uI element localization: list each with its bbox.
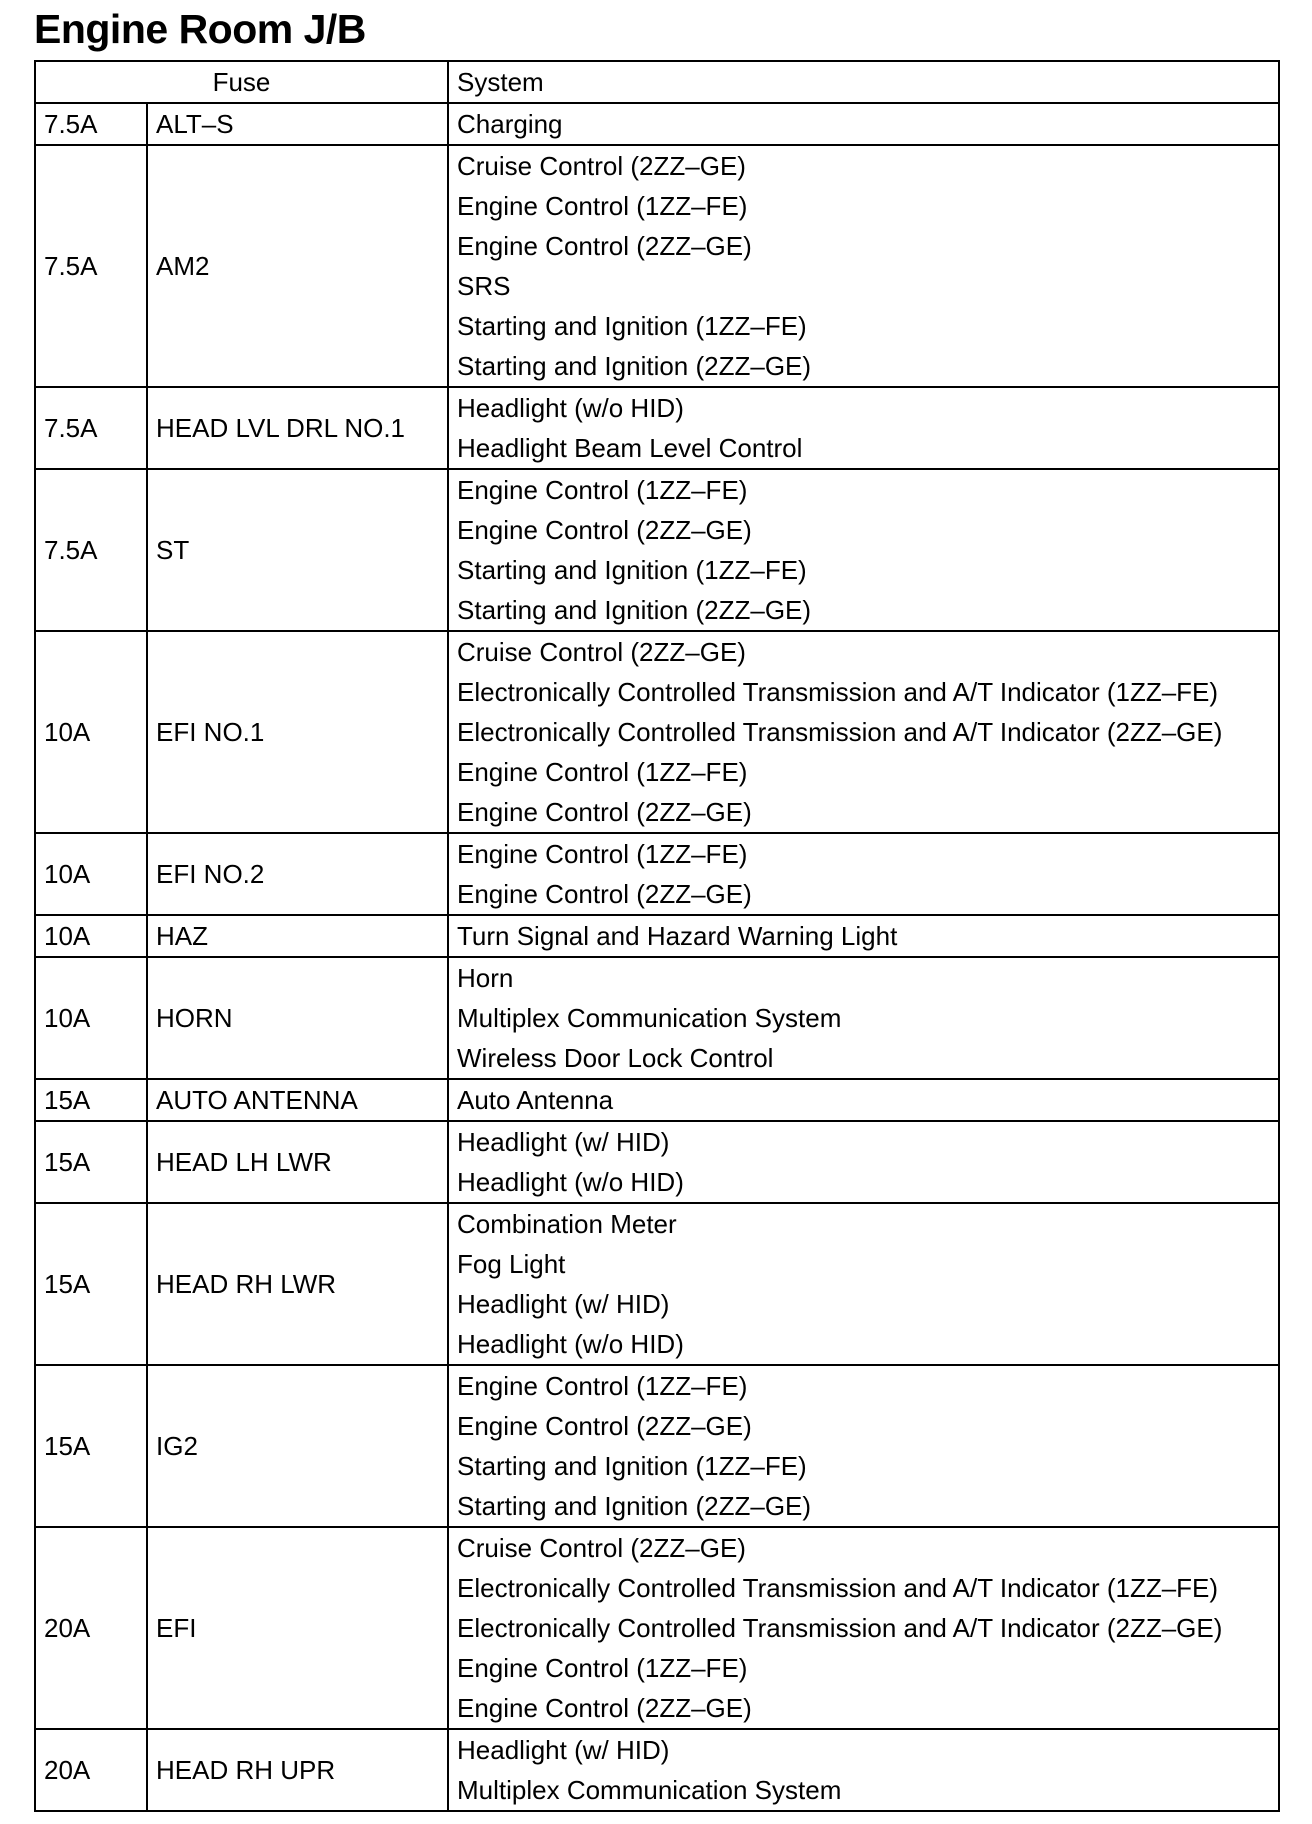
system-item: Headlight (w/o HID) xyxy=(457,1329,684,1359)
fuse-amperage: 7.5A xyxy=(35,469,147,631)
fuse-amperage: 20A xyxy=(35,1729,147,1811)
system-item: Headlight (w/ HID) xyxy=(457,1735,670,1765)
system-item: Electronically Controlled Transmission and A/T Indicator (1ZZ–FE) xyxy=(457,1573,1219,1603)
table-row xyxy=(35,1121,1279,1203)
system-cell xyxy=(448,1203,1279,1365)
table-row xyxy=(35,631,1279,833)
system-cell xyxy=(448,1121,1279,1203)
system-cell xyxy=(448,631,1279,833)
fuse-table xyxy=(34,60,1280,1812)
fuse-name: EFI NO.1 xyxy=(147,631,448,833)
fuse-amperage: 10A xyxy=(35,957,147,1079)
fuse-name: AUTO ANTENNA xyxy=(147,1079,448,1121)
system-item: Engine Control (1ZZ–FE) xyxy=(457,475,748,505)
table-row xyxy=(35,957,1279,1079)
fuse-name: ALT–S xyxy=(147,103,448,145)
fuse-amperage: 15A xyxy=(35,1203,147,1365)
system-item: Engine Control (1ZZ–FE) xyxy=(457,839,748,869)
system-item: Electronically Controlled Transmission and A/T Indicator (2ZZ–GE) xyxy=(457,1613,1223,1643)
fuse-name: HEAD RH UPR xyxy=(147,1729,448,1811)
system-cell xyxy=(448,103,1279,145)
system-item: Multiplex Communication System xyxy=(457,1775,842,1805)
system-item: Starting and Ignition (2ZZ–GE) xyxy=(457,1491,812,1521)
system-item: Engine Control (2ZZ–GE) xyxy=(457,1411,752,1441)
fuse-name: AM2 xyxy=(147,145,448,387)
fuse-name: HEAD LVL DRL NO.1 xyxy=(147,387,448,469)
table-row xyxy=(35,833,1279,915)
table-row xyxy=(35,1079,1279,1121)
system-item: Cruise Control (2ZZ–GE) xyxy=(457,1533,746,1563)
system-item: Engine Control (1ZZ–FE) xyxy=(457,1371,748,1401)
system-cell xyxy=(448,1365,1279,1527)
fuse-amperage: 7.5A xyxy=(35,145,147,387)
system-item: Starting and Ignition (1ZZ–FE) xyxy=(457,1451,807,1481)
system-item: Engine Control (2ZZ–GE) xyxy=(457,231,752,261)
system-item: Engine Control (1ZZ–FE) xyxy=(457,191,748,221)
system-item: Engine Control (2ZZ–GE) xyxy=(457,797,752,827)
table-row xyxy=(35,469,1279,631)
system-item: Charging xyxy=(457,109,563,139)
system-item: Combination Meter xyxy=(457,1209,677,1239)
system-item: Horn xyxy=(457,963,514,993)
system-item: Engine Control (2ZZ–GE) xyxy=(457,879,752,909)
table-row xyxy=(35,1203,1279,1365)
fuse-amperage: 15A xyxy=(35,1365,147,1527)
table-row xyxy=(35,1729,1279,1811)
system-item: Cruise Control (2ZZ–GE) xyxy=(457,151,746,181)
system-cell xyxy=(448,1079,1279,1121)
fuse-amperage: 10A xyxy=(35,631,147,833)
system-item: Fog Light xyxy=(457,1249,566,1279)
system-cell xyxy=(448,469,1279,631)
system-item: Auto Antenna xyxy=(457,1085,614,1115)
table-row xyxy=(35,145,1279,387)
fuse-amperage: 15A xyxy=(35,1079,147,1121)
system-item: SRS xyxy=(457,271,511,301)
system-item: Engine Control (1ZZ–FE) xyxy=(457,757,748,787)
fuse-name: EFI xyxy=(147,1527,448,1729)
system-cell xyxy=(448,145,1279,387)
system-column-header: System xyxy=(448,61,1279,103)
fuse-name: HEAD RH LWR xyxy=(147,1203,448,1365)
system-item: Electronically Controlled Transmission and A/T Indicator (1ZZ–FE) xyxy=(457,677,1219,707)
system-item: Headlight (w/o HID) xyxy=(457,393,684,423)
system-item: Headlight (w/ HID) xyxy=(457,1127,670,1157)
fuse-column-header: Fuse xyxy=(35,61,448,103)
page-title: Engine Room J/B xyxy=(34,6,366,52)
table-row xyxy=(35,1365,1279,1527)
fuse-name: ST xyxy=(147,469,448,631)
system-item: Starting and Ignition (1ZZ–FE) xyxy=(457,555,807,585)
system-item: Starting and Ignition (2ZZ–GE) xyxy=(457,351,812,381)
fuse-amperage: 7.5A xyxy=(35,103,147,145)
fuse-table-body xyxy=(35,103,1279,1811)
table-row xyxy=(35,1527,1279,1729)
fuse-name: HORN xyxy=(147,957,448,1079)
fuse-amperage: 10A xyxy=(35,833,147,915)
system-item: Headlight (w/ HID) xyxy=(457,1289,670,1319)
system-cell xyxy=(448,833,1279,915)
system-item: Electronically Controlled Transmission and A/T Indicator (2ZZ–GE) xyxy=(457,717,1223,747)
system-item: Turn Signal and Hazard Warning Light xyxy=(457,921,898,951)
fuse-name: HAZ xyxy=(147,915,448,957)
system-cell xyxy=(448,915,1279,957)
system-item: Headlight (w/o HID) xyxy=(457,1167,684,1197)
fuse-amperage: 7.5A xyxy=(35,387,147,469)
table-row xyxy=(35,387,1279,469)
system-item: Headlight Beam Level Control xyxy=(457,433,803,463)
fuse-amperage: 20A xyxy=(35,1527,147,1729)
system-item: Wireless Door Lock Control xyxy=(457,1043,774,1073)
fuse-amperage: 15A xyxy=(35,1121,147,1203)
table-header-row xyxy=(35,61,1279,103)
table-row xyxy=(35,103,1279,145)
system-item: Engine Control (1ZZ–FE) xyxy=(457,1653,748,1683)
system-item: Cruise Control (2ZZ–GE) xyxy=(457,637,746,667)
system-item: Engine Control (2ZZ–GE) xyxy=(457,1693,752,1723)
system-item: Starting and Ignition (1ZZ–FE) xyxy=(457,311,807,341)
system-cell xyxy=(448,387,1279,469)
system-cell xyxy=(448,957,1279,1079)
fuse-name: HEAD LH LWR xyxy=(147,1121,448,1203)
system-cell xyxy=(448,1527,1279,1729)
fuse-amperage: 10A xyxy=(35,915,147,957)
fuse-name: IG2 xyxy=(147,1365,448,1527)
system-item: Engine Control (2ZZ–GE) xyxy=(457,515,752,545)
system-item: Multiplex Communication System xyxy=(457,1003,842,1033)
system-item: Starting and Ignition (2ZZ–GE) xyxy=(457,595,812,625)
fuse-name: EFI NO.2 xyxy=(147,833,448,915)
table-row xyxy=(35,915,1279,957)
system-cell xyxy=(448,1729,1279,1811)
